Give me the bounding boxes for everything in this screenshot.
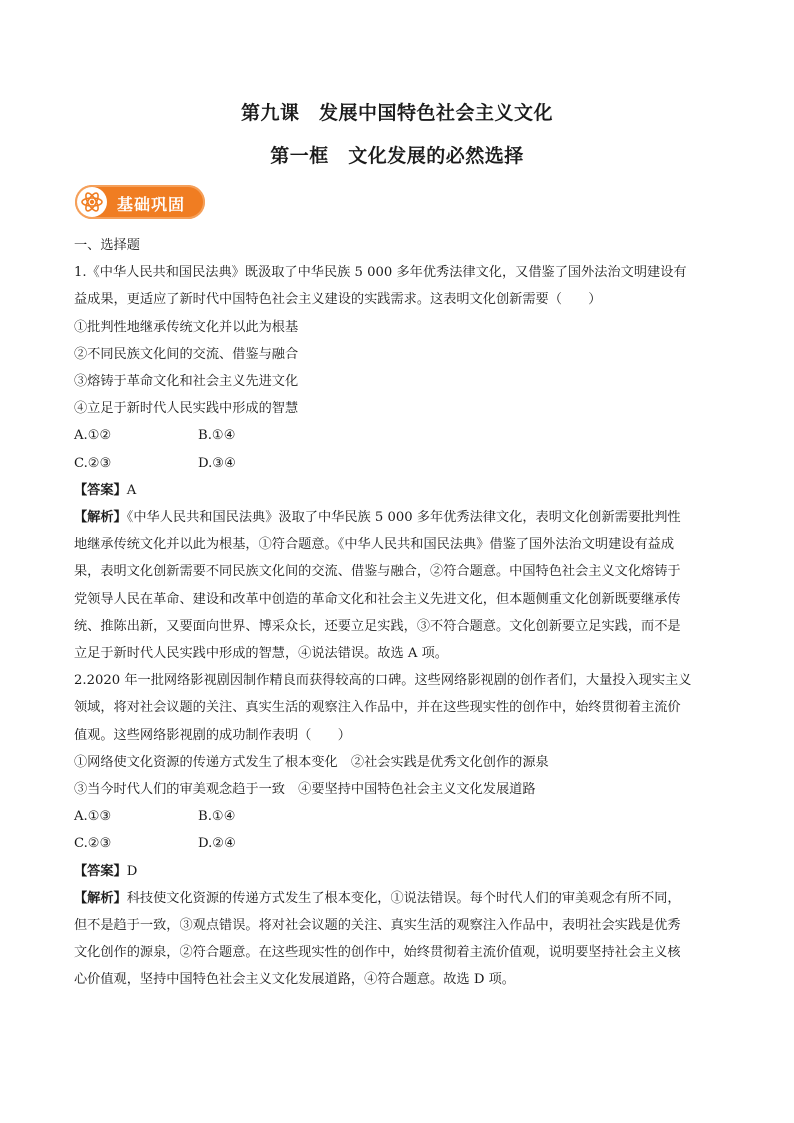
answer-line <box>74 477 720 504</box>
question-stem-line: 2.2020 年一批网络影视剧因制作精良而获得较高的口碑。这些网络影视剧的创作者们，大量投入现实主义 <box>74 673 692 689</box>
options-row <box>74 422 720 449</box>
question-2 <box>74 667 720 993</box>
options-row <box>74 803 720 830</box>
answer-label: 【答案】 <box>74 482 127 498</box>
lesson-title: 第九课 发展中国特色社会主义文化 <box>240 102 553 124</box>
analysis-label: 【解析】 <box>74 510 127 526</box>
badge-label: 基础巩固 <box>117 195 186 214</box>
question-content <box>74 232 720 994</box>
question-1 <box>74 259 720 667</box>
statement: ③熔铸于革命文化和社会主义先进文化 <box>74 374 299 390</box>
section-badge <box>75 185 205 219</box>
option-c: C.②③ <box>74 455 112 471</box>
option-a: A.①③ <box>74 809 112 825</box>
question-stem-line: 益成果，更适应了新时代中国特色社会主义建设的实践需求。这表明文化创新需要（ ） <box>74 292 602 308</box>
analysis-line <box>74 504 720 531</box>
options-row <box>74 450 720 477</box>
analysis-text: 科技使文化资源的传递方式发生了根本变化，①说法错误。每个时代人们的审美观念有所不同， <box>126 890 681 906</box>
question-stem-line: 1.《中华人民共和国民法典》既汲取了中华民族 5 000 多年优秀法律文化，又借鉴了国外法治文明建设有 <box>74 265 687 281</box>
statement: ②不同民族文化间的交流、借鉴与融合 <box>74 346 299 362</box>
analysis-line: 立足于新时代人民实践中形成的智慧，④说法错误。故选 A 项。 <box>74 646 448 662</box>
analysis-line: 地继承传统文化并以此为根基，①符合题意。《中华人民共和国民法典》借鉴了国外法治文明建设有益成 <box>74 537 675 553</box>
statement: ④立足于新时代人民实践中形成的智慧 <box>74 401 299 417</box>
answer-label: 【答案】 <box>74 863 127 879</box>
section-heading: 一、选择题 <box>74 238 140 253</box>
analysis-line: 统、推陈出新，又要面向世界、博采众长，还要立足实践，③不符合题意。文化创新要立足实践，而不是 <box>74 618 681 634</box>
analysis-label: 【解析】 <box>74 890 127 906</box>
analysis-line: 心价值观，坚持中国特色社会主义文化发展道路，④符合题意。故选 D 项。 <box>74 972 515 988</box>
analysis-line: 文化创作的源泉，②符合题意。在这些现实性的创作中，始终贯彻着主流价值观，说明要坚持社会主义核 <box>74 945 681 961</box>
option-b: B.①④ <box>198 809 236 825</box>
answer-value: D <box>126 863 138 879</box>
analysis-line <box>74 885 720 912</box>
question-stem-line: 值观。这些网络影视剧的成功制作表明（ ） <box>74 727 351 743</box>
section-title: 第一框 文化发展的必然选择 <box>270 145 524 167</box>
option-c: C.②③ <box>74 836 112 852</box>
statement: ①网络使文化资源的传递方式发生了根本变化 ②社会实践是优秀文化创作的源泉 <box>74 754 549 770</box>
analysis-line: 果，表明文化创新需要不同民族文化间的交流、借鉴与融合，②符合题意。中国特色社会主义文化熔铸于 <box>74 564 681 580</box>
statement: ①批判性地继承传统文化并以此为根基 <box>74 319 299 335</box>
option-a: A.①② <box>74 428 112 444</box>
analysis-line: 党领导人民在革命、建设和改革中创造的革命文化和社会主义先进文化，但本题侧重文化创新既要继承传 <box>74 591 681 607</box>
atom-icon <box>77 187 107 217</box>
option-b: B.①④ <box>198 428 236 444</box>
answer-line <box>74 858 720 885</box>
statement: ③当今时代人们的审美观念趋于一致 ④要坚持中国特色社会主义文化发展道路 <box>74 782 536 798</box>
analysis-text: 《中华人民共和国民法典》汲取了中华民族 5 000 多年优秀法律文化，表明文化创新需要批判性 <box>126 510 681 526</box>
analysis-line: 但不是趋于一致，③观点错误。将对社会议题的关注、真实生活的观察注入作品中，表明社会实践是优秀 <box>74 918 681 934</box>
option-d: D.②④ <box>198 836 236 852</box>
answer-value: A <box>126 482 137 498</box>
option-d: D.③④ <box>198 455 236 471</box>
options-row <box>74 830 720 857</box>
question-stem-line: 领域，将对社会议题的关注、真实生活的观察注入作品中，并在这些现实性的创作中，始终贯彻着主流价 <box>74 700 681 716</box>
